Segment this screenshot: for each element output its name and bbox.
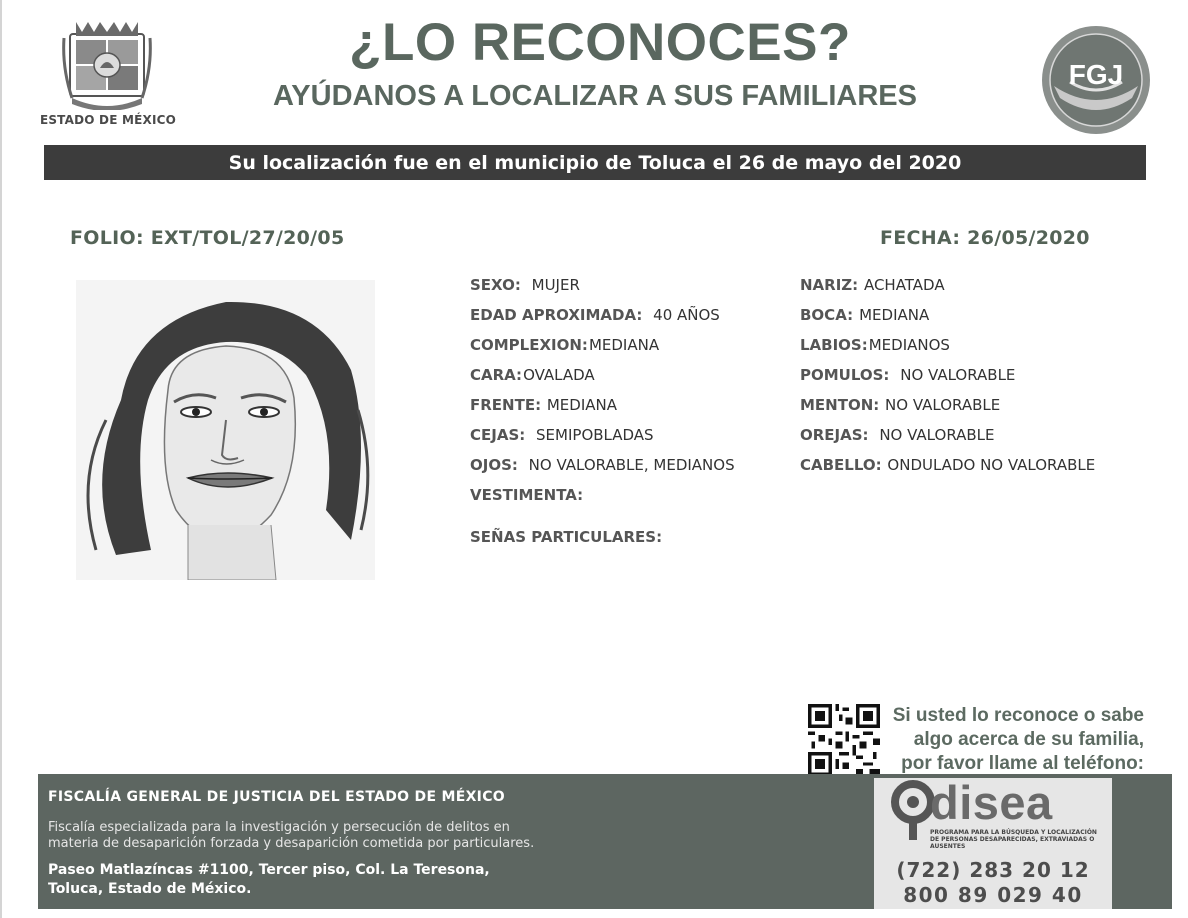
callout-line-1: Si usted lo reconoce o sabe (892, 705, 1144, 726)
field-ojos: OJOS: NO VALORABLE, MEDIANOS (470, 456, 735, 474)
odisea-logo-text: disea (930, 776, 1053, 829)
page-title: ¿LO RECONOCES? (349, 13, 851, 72)
folio-number: FOLIO: EXT/TOL/27/20/05 (70, 227, 345, 249)
field-cabello: CABELLO: ONDULADO NO VALORABLE (800, 456, 1096, 474)
fgj-seal-icon (1040, 24, 1152, 136)
field-cejas: CEJAS: SEMIPOBLADAS (470, 426, 654, 444)
footer-address-line-1: Paseo Matlazíncas #1100, Tercer piso, Col. La Teresona, (48, 862, 490, 878)
field-boca: BOCA: MEDIANA (800, 306, 930, 324)
fgj-logo-text: FGJ (1068, 59, 1124, 90)
composite-sketch-portrait (76, 280, 375, 580)
field-pomulos: POMULOS: NO VALORABLE (800, 366, 1016, 384)
field-vestimenta: VESTIMENTA: (470, 486, 584, 504)
callout-line-3: por favor llame al teléfono: (901, 753, 1144, 774)
footer-title: FISCALÍA GENERAL DE JUSTICIA DEL ESTADO DE MÉXICO (48, 789, 505, 805)
field-labios: LABIOS:MEDIANOS (800, 336, 950, 354)
footer-description (48, 820, 668, 852)
location-banner: Su localización fue en el municipio de Toluca el 26 de mayo del 2020 (44, 145, 1146, 180)
field-senas: SEÑAS PARTICULARES: (470, 528, 663, 546)
footer-desc-line-2: materia de desaparición forzada y desaparición cometida por particulares. (48, 836, 535, 851)
footer-desc-line-1: Fiscalía especializada para la investigación y persecución de delitos en (48, 820, 510, 835)
field-nariz: NARIZ: ACHATADA (800, 276, 945, 294)
date: FECHA: 26/05/2020 (880, 227, 1090, 249)
page-subtitle: AYÚDANOS A LOCALIZAR A SUS FAMILIARES (273, 80, 917, 112)
footer-address (48, 861, 668, 899)
field-menton: MENTON: NO VALORABLE (800, 396, 1001, 414)
callout-line-2: algo acerca de su familia, (913, 729, 1144, 750)
footer-address-line-2: Toluca, Estado de México. (48, 881, 252, 897)
field-edad: EDAD APROXIMADA: 40 AÑOS (470, 306, 720, 324)
qr-code-icon[interactable] (808, 704, 880, 776)
field-frente: FRENTE: MEDIANA (470, 396, 617, 414)
page-edge (0, 0, 2, 918)
state-logo-label: ESTADO DE MÉXICO (39, 113, 177, 127)
odisea-program-text: PROGRAMA PARA LA BÚSQUEDA Y LOCALIZACIÓN DE PERSONAS DESAPARECIDAS, EXTRAVIADAS O AUSENTES (930, 829, 1097, 850)
field-sexo: SEXO: MUJER (470, 276, 580, 294)
coat-of-arms-icon (62, 18, 152, 110)
call-to-action (878, 704, 1144, 776)
field-cara: CARA:OVALADA (470, 366, 595, 384)
field-complexion: COMPLEXION:MEDIANA (470, 336, 660, 354)
field-orejas: OREJAS: NO VALORABLE (800, 426, 995, 444)
phone-number-local[interactable]: (722) 283 20 12 (896, 858, 1090, 882)
phone-number-tollfree[interactable]: 800 89 029 40 (903, 883, 1083, 907)
